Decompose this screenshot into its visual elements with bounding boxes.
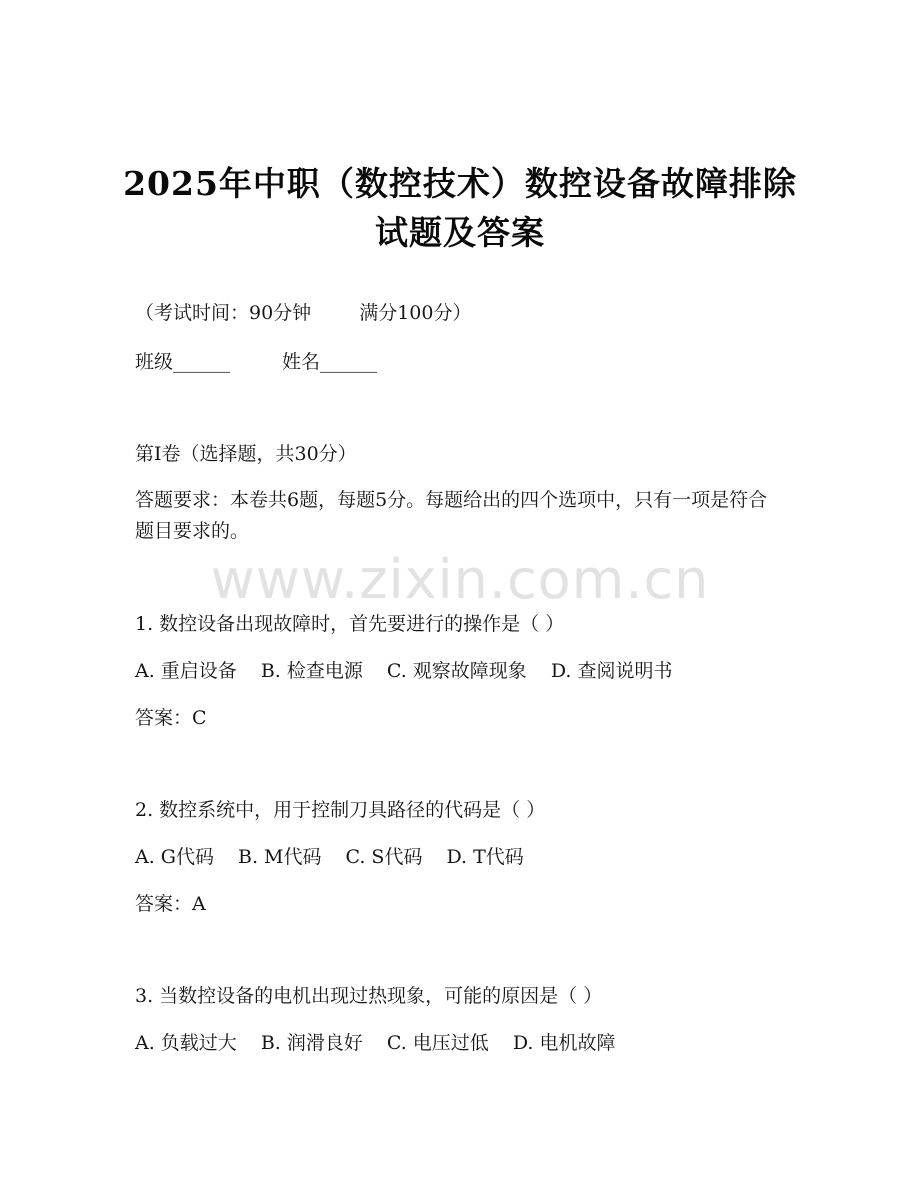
question-1-stem: 1. 数控设备出现故障时，首先要进行的操作是（ ） <box>135 613 565 635</box>
question-1-answer: 答案：C <box>135 707 207 729</box>
section-heading: 第I卷（选择题，共30分） <box>135 443 357 465</box>
question-1-option-c: C. 观察故障现象 <box>386 660 527 682</box>
question-1-option-d: D. 查阅说明书 <box>550 660 673 682</box>
watermark: www.zixin.com.cn <box>210 548 710 611</box>
exam-full-score: 满分100分） <box>359 302 472 324</box>
section-instructions: 答题要求：本卷共6题，每题5分。每题给出的四个选项中，只有一项是符合题目要求的。 <box>135 489 768 542</box>
document-title-line-2: 试题及答案 <box>375 213 545 252</box>
name-field-label: 姓名______ <box>282 351 378 373</box>
question-3-option-a: A. 负载过大 <box>135 1032 237 1054</box>
exam-info <box>135 301 471 325</box>
question-1-options <box>135 659 672 683</box>
question-2-option-b: B. M代码 <box>237 846 322 868</box>
question-1-option-b: B. 检查电源 <box>260 660 363 682</box>
question-2-answer: 答案：A <box>135 893 206 915</box>
question-2-options <box>135 845 524 869</box>
question-3-option-d: D. 电机故障 <box>512 1032 616 1054</box>
question-2-option-c: C. S代码 <box>345 846 423 868</box>
question-3-option-b: B. 润滑良好 <box>260 1032 363 1054</box>
question-2-stem: 2. 数控系统中，用于控制刀具路径的代码是（ ） <box>135 799 546 821</box>
student-info <box>135 350 377 374</box>
question-2-option-a: A. G代码 <box>135 846 214 868</box>
question-3-option-c: C. 电压过低 <box>386 1032 489 1054</box>
class-field-label: 班级______ <box>135 351 231 373</box>
question-3-options <box>135 1031 615 1055</box>
document-title-line-1: 2025年中职（数控技术）数控设备故障排除 <box>123 164 797 203</box>
exam-time: （考试时间：90分钟 <box>135 302 312 324</box>
question-2-option-d: D. T代码 <box>446 846 524 868</box>
question-1-option-a: A. 重启设备 <box>135 660 237 682</box>
question-3-stem: 3. 当数控设备的电机出现过热现象，可能的原因是（ ） <box>135 985 603 1007</box>
